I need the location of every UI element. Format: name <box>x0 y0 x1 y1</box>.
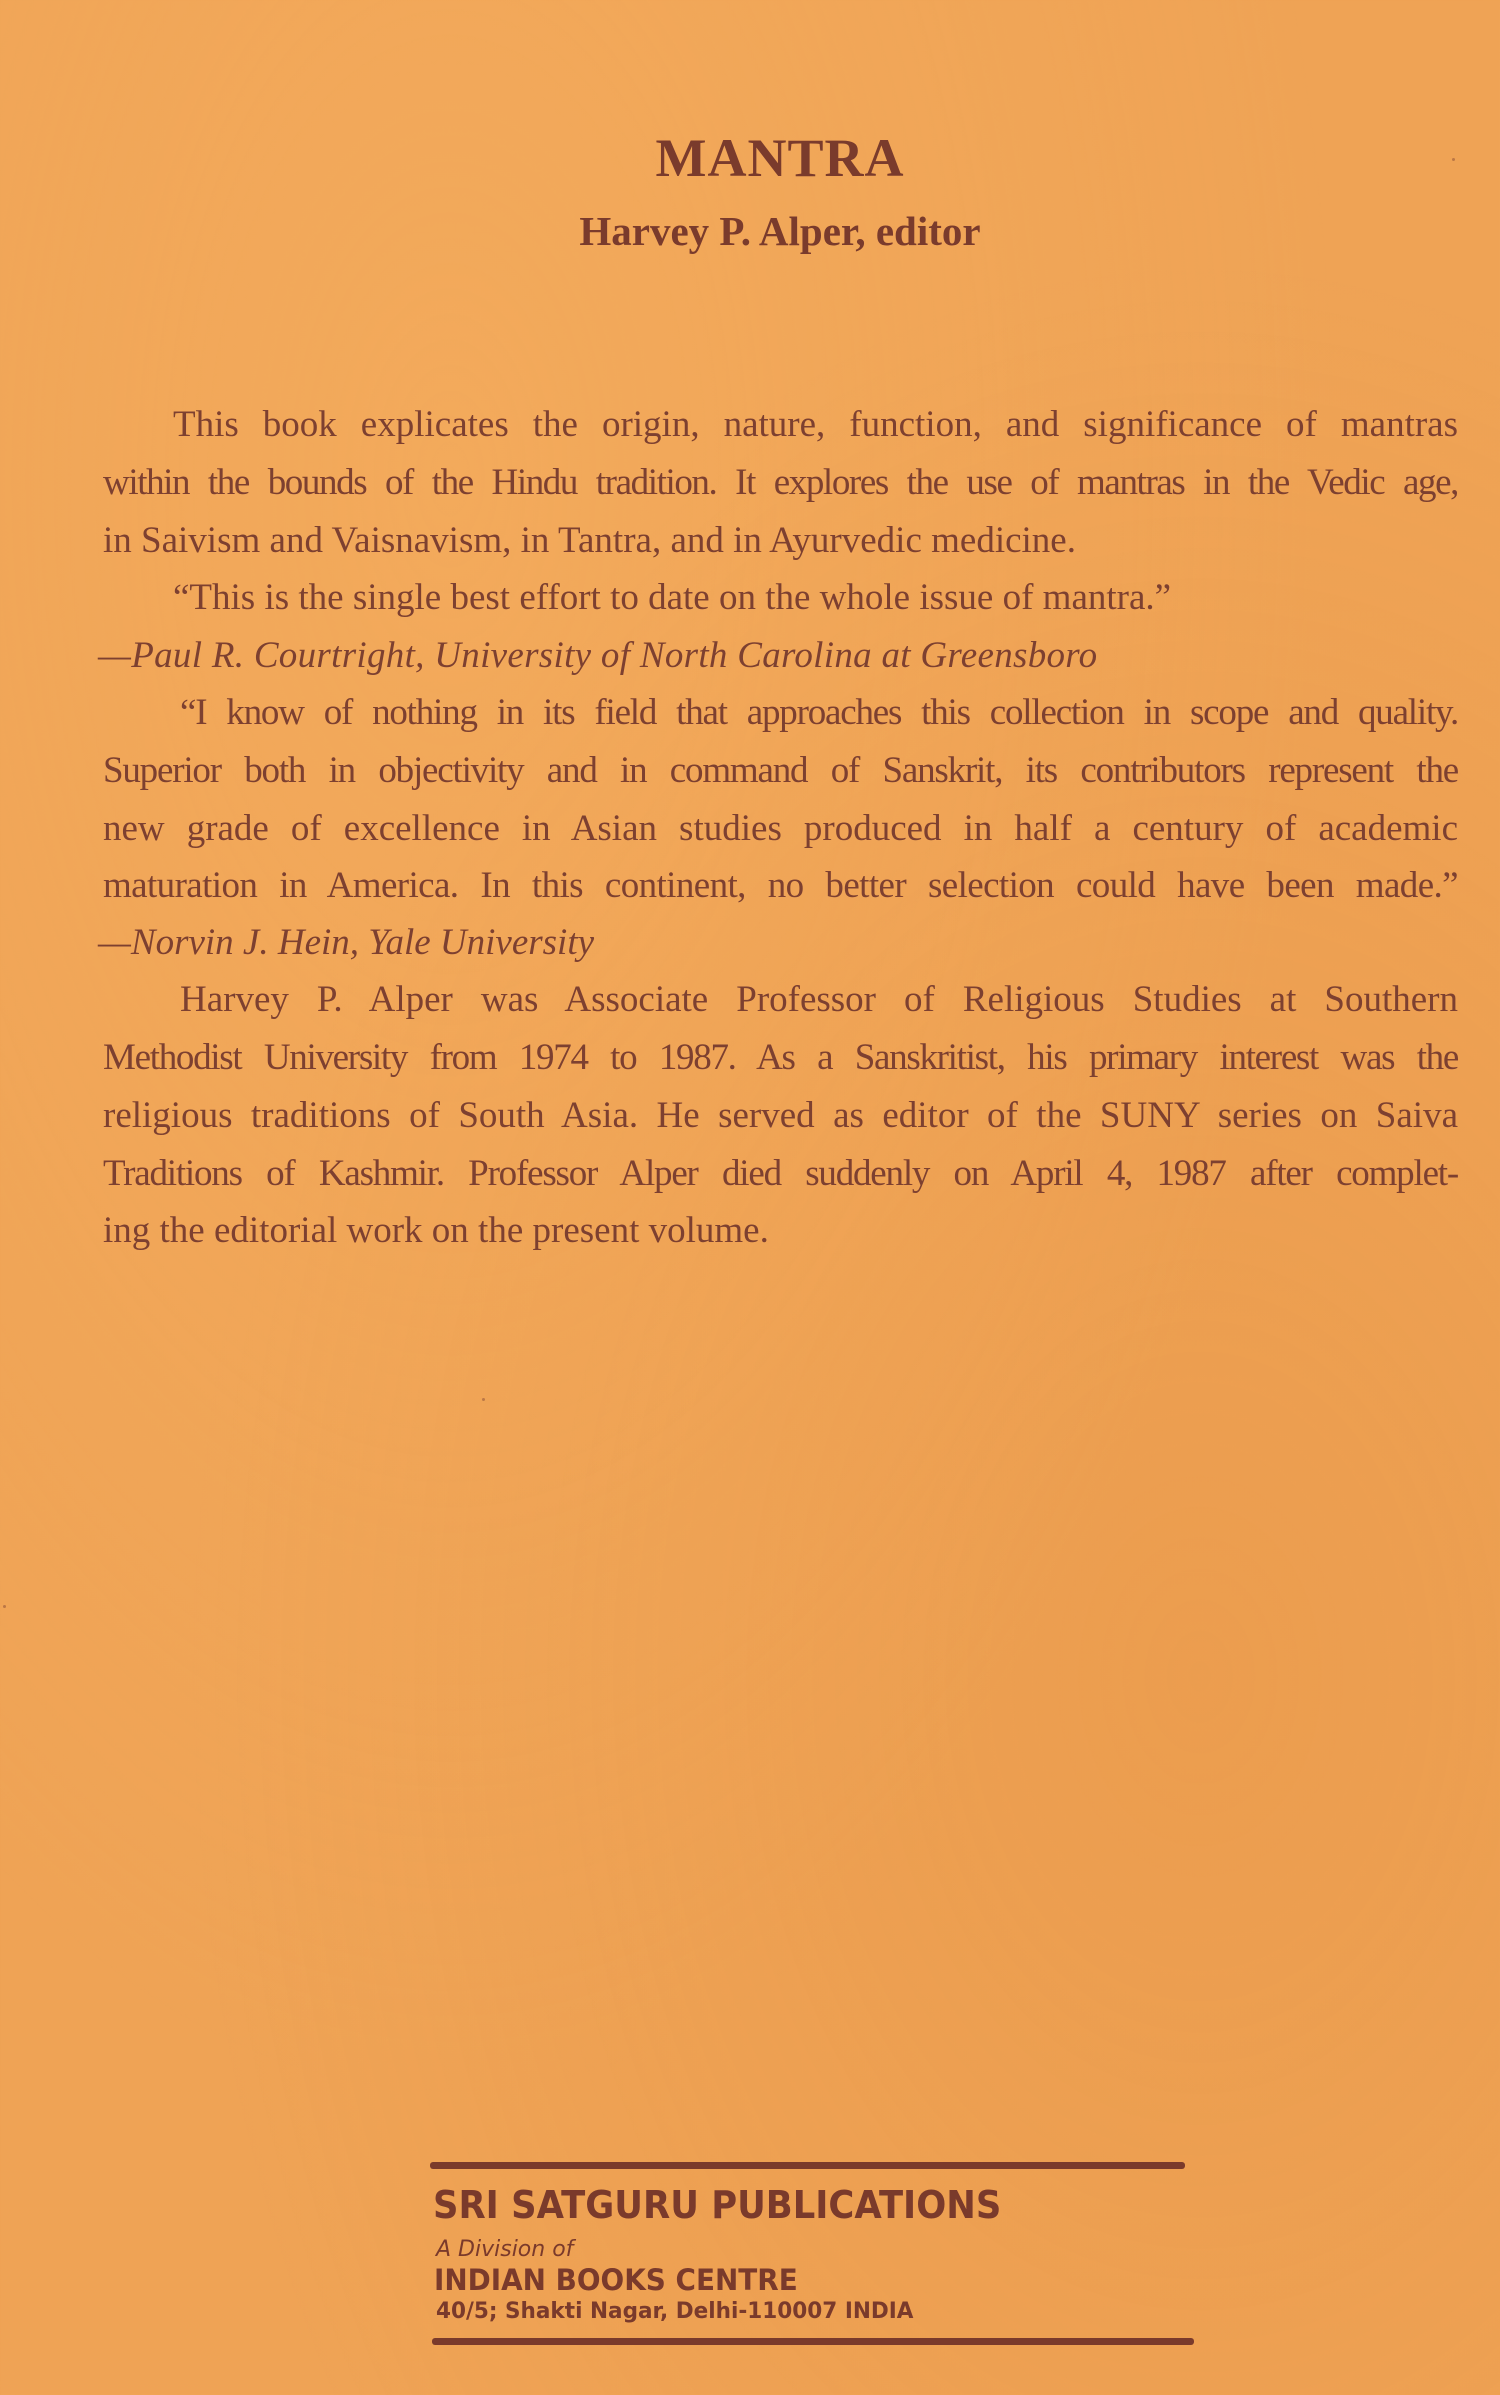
print-speck <box>3 1605 6 1608</box>
publisher-parent: INDIAN BOOKS CENTRE <box>434 2263 798 2297</box>
publisher-division-label: A Division of <box>436 2237 574 2262</box>
quote-attribution: —Norvin J. Hein, Yale University <box>98 922 595 963</box>
quote-text: Superior both in objectivity and in command of Sanskrit, its contributors represent the <box>103 750 1458 791</box>
publisher-address: 40/5; Shakti Nagar, Delhi-110007 INDIA <box>436 2299 914 2324</box>
text-line: in Saivism and Vaisnavism, in Tantra, and in Ayurvedic medicine. <box>103 520 1076 561</box>
text-line: within the bounds of the Hindu tradition. It explores the use of mantras in the Vedic age, <box>103 462 1458 503</box>
text-line: This book explicates the origin, nature, function, and significance of mantras <box>173 404 1458 445</box>
print-speck <box>482 1398 485 1401</box>
bio-line: Harvey P. Alper was Associate Professor of Religious Studies at Southern <box>180 979 1458 1020</box>
book-editor: Harvey P. Alper, editor <box>579 208 981 254</box>
quote-text: “I know of nothing in its field that approaches this collection in scope and quality. <box>180 692 1458 733</box>
imprint-bottom-rule <box>432 2338 1194 2345</box>
quote-text: “This is the single best effort to date on the whole issue of mantra.” <box>173 577 1172 618</box>
imprint-top-rule <box>430 2162 1185 2169</box>
quote-text: new grade of excellence in Asian studies produced in half a century of academic <box>103 808 1458 849</box>
publisher-name: SRI SATGURU PUBLICATIONS <box>433 2183 1002 2227</box>
bio-line: Methodist University from 1974 to 1987. As a Sanskritist, his primary interest was the <box>103 1037 1458 1078</box>
bio-line: religious traditions of South Asia. He served as editor of the SUNY series on Saiva <box>103 1095 1458 1136</box>
quote-attribution: —Paul R. Courtright, University of North Carolina at Greensboro <box>98 635 1098 676</box>
print-speck <box>1452 158 1455 161</box>
quote-text: maturation in America. In this continent, no better selection could have been made.” <box>103 865 1458 906</box>
bio-line: Traditions of Kashmir. Professor Alper died suddenly on April 4, 1987 after complet- <box>103 1153 1458 1194</box>
publisher-imprint <box>430 2150 1192 2360</box>
bio-line: ing the editorial work on the present volume. <box>103 1210 769 1251</box>
book-title: MANTRA <box>655 128 905 188</box>
